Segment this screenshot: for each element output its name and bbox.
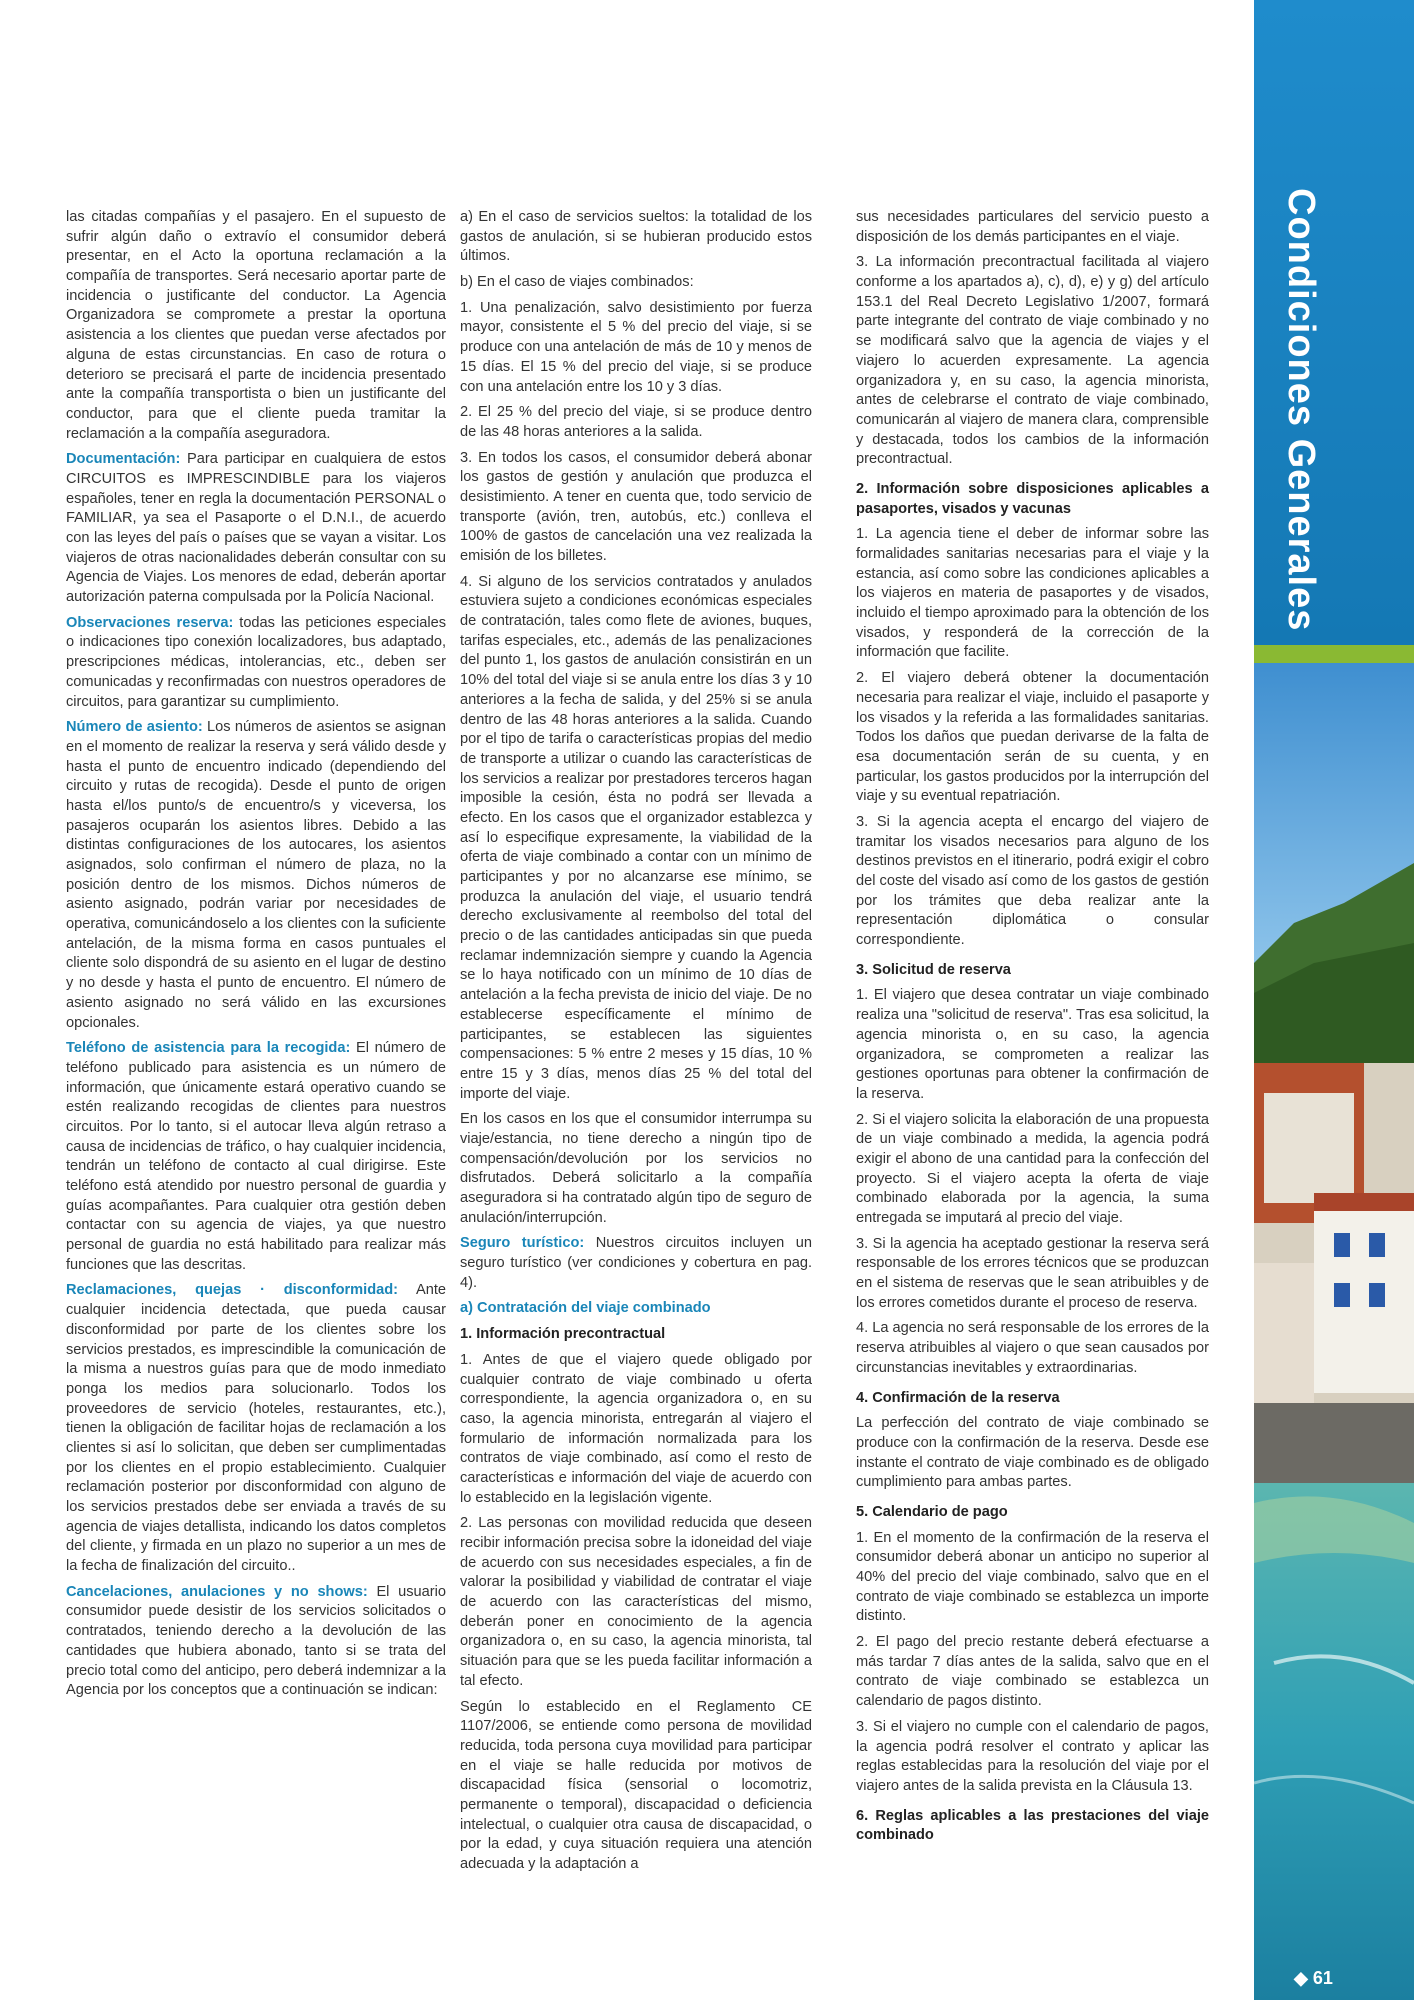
paragraph-text: 1. Antes de que el viajero quede obligado por cualquier contrato de viaje combinado u oferta correspondiente, la agencia organizadora o, en su caso, la agencia minorista, entregarán al viajero el formulario de información normalizada para los contratos de viaje combinado, así como el resto de características e información del viaje de acuerdo con lo establecido en la legislación vigente. — [460, 1351, 812, 1506]
paragraph-lead: Teléfono de asistencia para la recogida: — [66, 1040, 351, 1057]
paragraph-text: El usuario consumidor puede desistir de los servicios solicitados o contratados, teniendo derecho a la devolución de las cantidades que hubiera abonado, tanto si se trata del precio total como del anticipo, pero deberá indemnizar a la Agencia por los conceptos que a continuación se indican: — [66, 1583, 447, 1699]
paragraph-text: 1. En el momento de la confirmación de la reserva el consumidor deberá abonar un anticipo no superior al 40% del precio del viaje combinado, salvo que en el contrato de viaje combinado se establezca un importe distinto. — [856, 1529, 1209, 1625]
paragraph — [460, 299, 812, 397]
paragraph — [66, 718, 446, 1033]
sidebar-title: Condiciones Generales — [1280, 188, 1322, 632]
paragraph — [460, 1234, 812, 1293]
paragraph — [66, 1583, 446, 1701]
paragraph — [460, 1698, 812, 1875]
paragraph-text: 2. Las personas con movilidad reducida que deseen recibir información precisa sobre la idoneidad del viaje de acuerdo con sus necesidades especiales, a fin de valorar la posibilidad y viabilidad de contratar el viaje de acuerdo con las características del mismo, deberán poner en conocimiento de la agencia organizadora o, en su caso, la agencia minorista, tal situación para que se les pueda facilitar información a tal efecto. — [460, 1515, 812, 1689]
paragraph — [856, 1633, 1209, 1712]
paragraph-lead: Documentación: — [66, 451, 181, 468]
paragraph-text: El número de teléfono publicado para asistencia es un número de información, que únicamente estará operativo cuando se estén realizando recogidas de clientes para nuestros circuitos. Por lo tanto, si el autocar lleva algún retraso a causa de incidencias de tráfico, o hay cualquier incidencia, tendrán un teléfono de contacto al cual dirigirse. Este teléfono está atendido por nuestro personal de guardia y guías acompañantes. Para cualquier otra gestión deben contactar con su agencia de viajes, ya que nuestro personal de guardia no está habilitado para realizar más funciones que las descritas. — [66, 1040, 446, 1273]
section-heading: 1. Información precontractual — [460, 1326, 666, 1343]
paragraph-text: En los casos en los que el consumidor interrumpa su viaje/estancia, no tiene derecho a ningún tipo de compensación/devolución por los servicios no disfrutados. Deberá solicitarlo a la compañía aseguradora si ha contratado algún tipo de seguro de anulación/interrupción. — [460, 1111, 812, 1226]
paragraph — [856, 1111, 1209, 1229]
section-heading: 5. Calendario de pago — [856, 1503, 1008, 1520]
section-heading: 4. Confirmación de la reserva — [856, 1389, 1060, 1406]
paragraph — [66, 1039, 446, 1275]
paragraph — [856, 669, 1209, 807]
paragraph-text: 3. Si la agencia ha aceptado gestionar la reserva será responsable de los errores técnicos que se produzcan en el sistema de reservas que le sean atribuibles y de los errores cometidos durante el proceso de reserva. — [856, 1235, 1209, 1311]
paragraph — [856, 1414, 1209, 1493]
paragraph-text: 1. El viajero que desea contratar un viaje combinado realiza una "solicitud de reserva". Tras esa solicitud, la agencia minorista o, en su caso, la agencia organizadora, se comprometen a realizar las gestiones oportunas para obtener la confirmación de la reserva. — [856, 987, 1209, 1102]
paragraph-text: a) En el caso de servicios sueltos: la totalidad de los gastos de anulación, si se hubieran producido estos últimos. — [460, 209, 812, 265]
paragraph-text: las citadas compañías y el pasajero. En el supuesto de sufrir algún daño o extravío el consumidor deberá presentar, en el Acto la oportuna reclamación a la compañía de transportes. Será necesario aportar parte de incidencia o justificante del conductor. La Agencia Organizadora se compromete a prestar la oportuna asistencia a los clientes que puedan verse afectados por alguna de estas circunstancias. En caso de rotura o deterioro se precisará el parte de incidencia presentado ante la compañía transportista o bien un justificante del conductor, para que el cliente pueda tramitar la reclamación a la compañía aseguradora. — [66, 209, 446, 442]
paragraph-text: 1. La agencia tiene el deber de informar sobre las formalidades sanitarias necesarias para el viaje y la estancia, así como sobre las condiciones aplicables a los viajeros en materia de pasaportes y de visados, incluido el tiempo aproximado para la obtención de los visados, y responderá de la corrección de la información que facilite. — [856, 526, 1209, 661]
section-heading: 2. Información sobre disposiciones aplicables a pasaportes, visados y vacunas — [856, 480, 1209, 517]
sidebar-title-band — [1254, 0, 1414, 645]
paragraph — [460, 1514, 812, 1691]
paragraph — [460, 1351, 812, 1509]
paragraph — [460, 573, 812, 1105]
paragraph — [856, 813, 1209, 951]
paragraph — [460, 403, 812, 442]
paragraph-text: 2. El viajero deberá obtener la documentación necesaria para realizar el viaje, incluido el pasaporte y los visados y la referida a las formalidades sanitarias. Todos los daños que puedan derivarse de la falta de esa documentación serán de su cuenta, y en particular, los gastos producidos por la interrupción del viaje y su eventual repatriación. — [856, 670, 1209, 805]
section-heading: 3. Solicitud de reserva — [856, 961, 1011, 978]
paragraph-text: La perfección del contrato de viaje combinado se produce con la confirmación de la reserva. Desde ese instante el contrato de viaje combinado es de obligado cumplimiento para ambas partes. — [856, 1415, 1209, 1491]
paragraph — [66, 208, 446, 444]
paragraph-lead: Observaciones reserva: — [66, 614, 234, 631]
paragraph-text: b) En el caso de viajes combinados: — [460, 274, 694, 291]
sidebar-accent-stripe — [1254, 645, 1414, 663]
paragraph-lead: Seguro turístico: — [460, 1235, 585, 1252]
paragraph-text: sus necesidades particulares del servicio puesto a disposición de los demás participantes en el viaje. — [856, 209, 1209, 245]
paragraph — [856, 1319, 1209, 1378]
column-2 — [460, 208, 812, 1881]
paragraph-lead: Cancelaciones, anulaciones y no shows: — [66, 1583, 368, 1600]
paragraph — [856, 253, 1209, 470]
paragraph-text: Ante cualquier incidencia detectada, que pueda causar disconformidad por parte de los clientes sobre los servicios prestados, es imprescindible la comunicación de la misma a nuestros guías para que de modo inmediato ponga los medios para solucionarlo. Todos los proveedores de servicio (hoteles, restaurantes, etc.), tienen la obligación de facilitar hojas de reclamación a los clientes si así lo solicitan, que deben ser cumplimentadas por los clientes en el propio establecimiento. Cualquier reclamación posterior por disconformidad con alguno de los servicios prestados debe ser enviada a través de su agencia de viajes detallista, indicando los datos completos del cliente, y firmada en un plazo no superior a un mes de la fecha de finalización del circuito.. — [66, 1282, 446, 1575]
paragraph-lead: Número de asiento: — [66, 719, 203, 736]
paragraph — [460, 1110, 812, 1228]
paragraph-text: 4. Si alguno de los servicios contratados y anulados estuviera sujeto a condiciones económicas especiales de contratación, tales como flete de aviones, buques, tarifas especiales, etc., además de las penalizaciones del punto 1, los gastos de anulación consistirán en un 10% del total del viaje si se anula entre los días 3 y 10 anteriores a la fecha de salida, y del 25% si se anula dentro de las 48 horas anteriores a la salida. Cuando por el tipo de tarifa o características propias del medio de transporte a utilizar o cuando las características de los servicios a realizar por prestadores terceros hagan imposible la cesión, ésta no podrá ser llevada a efecto. En los casos que el organizador establezca y así lo especifique expresamente, la viabilidad de la oferta de viaje combinado a contar con un mínimo de participantes y por no alcanzarse ese mínimo, se produzca la anulación del viaje, el usuario tendrá derecho exclusivamente al reembolso del total del precio o de las cantidades anticipadas sin que pueda reclamar indemnización siempre y cuando la Agencia se lo haya notificado con un mínimo de 10 días de antelación a la fecha prevista de inicio del viaje. De no establecerse específicamente el mínimo de participantes, se establecen las siguientes compensaciones: 5 % entre 2 meses y 15 días, 10 % entre 15 y 3 días, menos días 25 % del total del importe del viaje. — [460, 573, 812, 1102]
paragraph-text: Para participar en cualquiera de estos CIRCUITOS es IMPRESCINDIBLE para los viajeros españoles, tener en regla la documentación PERSONAL o FAMILIAR, ya sea el Pasaporte o el D.N.I., de acuerdo con las leyes del país o países que se vayan a visitar. Los viajeros de otras nacionalidades deberán consultar con su Agencia de Viajes. Los menores de edad, deberán aportar autorización paterna compulsada por la Policía Nacional. — [66, 451, 446, 606]
paragraph-text: 3. Si el viajero no cumple con el calendario de pagos, la agencia podrá resolver el contrato y aplicar las reglas establecidas para la resolución del viaje por el viajero antes de la salida prevista en la Cláusula 13. — [856, 1718, 1209, 1794]
paragraph-text: Según lo establecido en el Reglamento CE 1107/2006, se entiende como persona de movilidad reducida, toda persona cuya movilidad para participar en el viaje se halle reducida por motivos de discapacidad física (sensorial o locomotriz, permanente o temporal), discapacidad o deficiencia intelectual, o cualquier otra causa de discapacidad, o por la edad, y cuya situación requiera una atención adecuada y la adaptación a — [460, 1698, 812, 1872]
paragraph-text: 1. Una penalización, salvo desistimiento por fuerza mayor, consistente el 5 % del precio del viaje, si se produce con una antelación de más de 10 y menos de 15 días. El 15 % del precio del viaje, si se produce con una antelación entre los 10 y 3 días. — [460, 299, 812, 395]
paragraph-text: 4. La agencia no será responsable de los errores de la reserva atribuibles al viajero o que sean causados por circunstancias inevitables y extraordinarias. — [856, 1320, 1209, 1376]
paragraph-lead: Reclamaciones, quejas · disconformidad: — [66, 1282, 399, 1299]
sidebar — [1254, 0, 1414, 2000]
paragraph — [66, 614, 446, 712]
column-3 — [856, 208, 1209, 1852]
paragraph — [856, 525, 1209, 663]
paragraph-text: 2. El pago del precio restante deberá efectuarse a más tardar 7 días antes de la salida, salvo que en el contrato de viaje combinado se establezca un calendario de pagos distinto. — [856, 1634, 1209, 1710]
paragraph — [856, 1529, 1209, 1627]
paragraph-text: Los números de asientos se asignan en el momento de realizar la reserva y será válido desde y hasta el punto de encuentro indicado (dependiendo del circuito y rutas de recogida). Desde el punto de origen hasta el/los punto/s de encuentro/s y viceversa, los pasajeros ocuparán los asientos libres. Debido a las distintas configuraciones de los autocares, los asientos asignados, solo confirman el número de plaza, no la posición dentro de los mismos. Dichos números de asiento asignado, podrán variar por necesidades de operativa, comunicándoselo a los clientes con la suficiente antelación, de la misma forma en casos puntuales el cliente solo dispondrá de su asiento en el lugar de destino y no desde y hasta el punto de encuentro. El número de asiento asignado no será válido en las excursiones opcionales. — [66, 719, 446, 1031]
paragraph — [66, 450, 446, 608]
paragraph — [460, 449, 812, 567]
paragraph — [856, 1718, 1209, 1797]
paragraph-text: 3. La información precontractual facilitada al viajero conforme a los apartados a), c), d), e) y g) del artículo 153.1 del Real Decreto Legislativo 1/2007, formará parte integrante del contrato de viaje combinado y no se modificará salvo que la agencia de viajes y el viajero lo acuerden expresamente. La agencia organizadora y, en su caso, la agencia minorista, antes de celebrarse el contrato de viaje combinado, comunicarán al viajero de manera clara, comprensible y destacada, todos los cambios de la información precontractual. — [856, 254, 1209, 468]
paragraph — [856, 208, 1209, 247]
paragraph-text: 3. Si la agencia acepta el encargo del viajero de tramitar los visados necesarios para alguno de los destinos previstos en el itinerario, podrá exigir el cobro del coste del visado así como de los gastos de gestión por los trámites que deba realizar ante la representación diplomática o consular correspondiente. — [856, 813, 1209, 949]
coastal-village-photo — [1254, 663, 1414, 2000]
column-1 — [66, 208, 446, 1707]
paragraph-text: Nuestros circuitos incluyen un seguro turístico (ver condiciones y cobertura en pag. 4). — [460, 1235, 812, 1291]
subsection-heading: a) Contratación del viaje combinado — [460, 1300, 711, 1317]
paragraph — [66, 1281, 446, 1576]
paragraph — [460, 208, 812, 267]
paragraph — [856, 986, 1209, 1104]
page-number: ◆ 61 — [1294, 1968, 1333, 1988]
paragraph-text: 2. El 25 % del precio del viaje, si se produce dentro de las 48 horas anteriores a la salida. — [460, 404, 812, 440]
paragraph-text: 3. En todos los casos, el consumidor deberá abonar los gastos de gestión y anulación que produzca el desistimiento. A tener en cuenta que, todo servicio de transporte (avión, tren, autobús, etc.) conlleva el 100% de gastos de cancelación una vez realizada la emisión de los billetes. — [460, 449, 812, 564]
section-heading: 6. Reglas aplicables a las prestaciones del viaje combinado — [856, 1807, 1209, 1844]
paragraph — [856, 1235, 1209, 1314]
paragraph-text: 2. Si el viajero solicita la elaboración de una propuesta de un viaje combinado a medida, la agencia podrá exigir el abono de una cantidad para la confección del proyecto. Si el viajero acepta la oferta de viaje combinado elaborada por la agencia, la suma entregada se imputará al precio del viaje. — [856, 1111, 1209, 1226]
paragraph — [460, 273, 812, 293]
paragraph-text: todas las peticiones especiales o indicaciones tipo conexión localizadores, bus adaptado, prescripciones médicas, intolerancias, etc., deben ser comunicadas y reconfirmadas con nuestros operadores de circuitos, para garantizar su cumplimiento. — [66, 614, 447, 710]
